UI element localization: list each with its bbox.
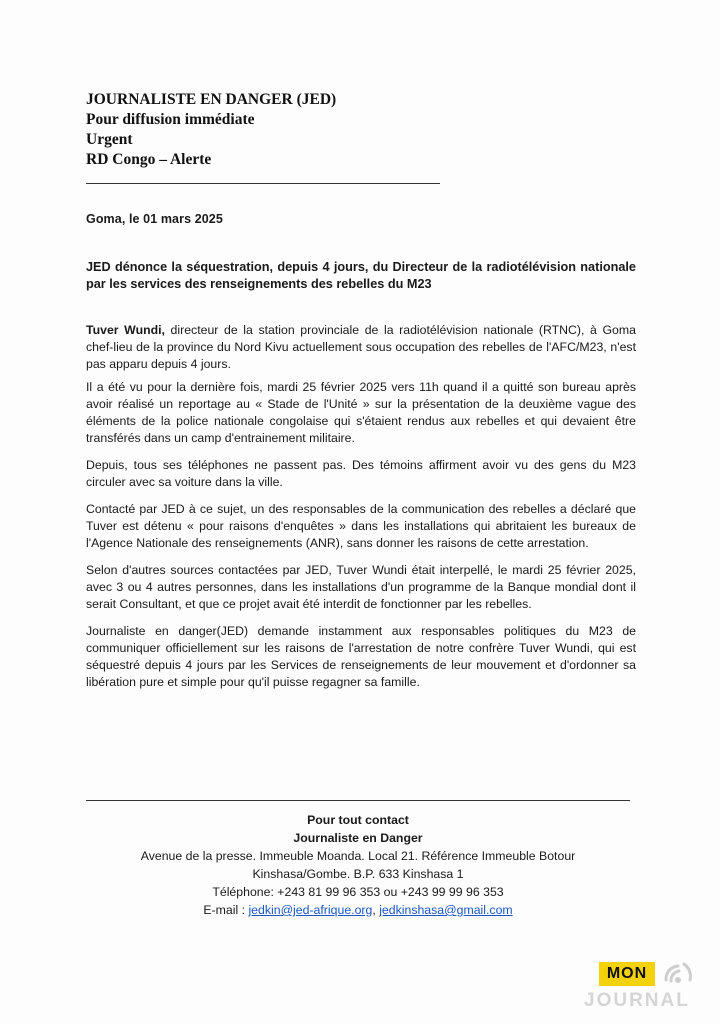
paragraph-3: Depuis, tous ses téléphones ne passent pas. Des témoins affirment avoir vu des gens du M23 circuler avec sa voiture dans la ville.: [86, 458, 636, 489]
footer-divider: [86, 800, 630, 801]
email-link-2[interactable]: jedkinshasa@gmail.com: [379, 903, 513, 917]
watermark-badge: MON: [599, 962, 655, 986]
email-label: E-mail :: [203, 903, 249, 917]
address-line-2: Kinshasa/Gombe. B.P. 633 Kinshasa 1: [252, 867, 464, 881]
org-name: JOURNALISTE EN DANGER (JED): [86, 91, 337, 108]
headline: JED dénonce la séquestration, depuis 4 jours, du Directeur de la radiotélévision nationale par les services des renseignements des rebelles du M23: [86, 260, 636, 291]
alert-line: RD Congo – Alerte: [86, 151, 212, 168]
journalist-name: Tuver Wundi,: [86, 323, 165, 337]
article-body: [86, 322, 636, 701]
dateline: Goma, le 01 mars 2025: [86, 212, 223, 226]
paragraph-2: Il a été vu pour la dernière fois, mardi 25 février 2025 vers 11h quand il a quitté son bureau après avoir réalisé un reportage au « Stade de l'Unité » sur la présentation de la deuxième vague des éléments de la police nationale congolaise qui s'étaient rendus aux rebelles et qui devaient être transférés dans un camp d'entrainement militaire.: [86, 380, 636, 445]
paragraph-4: Contacté par JED à ce sujet, un des responsables de la communication des rebelles a déclaré que Tuver est détenu « pour raisons d'enquêtes » dans les installations qui abritaient les bureaux de l'Agence Nationale des renseignements (ANR), sans donner les raisons de cette arrestation.: [86, 502, 636, 550]
footer-org-name: Journaliste en Danger: [293, 831, 423, 845]
paragraph-5: Selon d'autres sources contactées par JED, Tuver Wundi était interpellé, le mardi 25 février 2025, avec 3 ou 4 autres personnes, dans les installations d'un programme de la Banque mondial dont il serait Consultant, et que ce projet avait été interdit de fonctionner par les rebelles.: [86, 563, 636, 611]
watermark-text: JOURNAL: [584, 990, 690, 1011]
wifi-signal-icon: [660, 958, 694, 988]
paragraph-6: Journaliste en danger(JED) demande instamment aux responsables politiques du M23 de communiquer officiellement sur les raisons de l'arrestation de notre confrère Tuver Wundi, qui est séquestré depuis 4 jours par les Services de renseignements de leur mouvement et d'ordonner sa libération pure et simple pour qu'il puisse regagner sa famille.: [86, 624, 636, 689]
paragraph-1: [86, 322, 636, 373]
header-divider: [86, 183, 440, 184]
email-link-1[interactable]: jedkin@jed-afrique.org: [248, 903, 373, 917]
press-release-header: [86, 90, 336, 170]
release-line: Pour diffusion immédiate: [86, 111, 255, 128]
address-line-1: Avenue de la presse. Immeuble Moanda. Local 21. Référence Immeuble Botour: [140, 849, 576, 863]
paragraph-1-text: directeur de la station provinciale de la radiotélévision nationale (RTNC), à Goma chef-lieu de la province du Nord Kivu actuellement sous occupation des rebelles de l'AFC/M23, n'est pas apparu depuis 4 jours.: [86, 323, 636, 371]
contact-footer: [86, 811, 630, 919]
email-line: [86, 901, 630, 919]
phone-line: Téléphone: +243 81 99 96 353 ou +243 99 99 96 353: [212, 885, 504, 899]
contact-title: Pour tout contact: [307, 813, 409, 827]
urgency-line: Urgent: [86, 131, 133, 148]
email-separator: ,: [372, 903, 380, 917]
